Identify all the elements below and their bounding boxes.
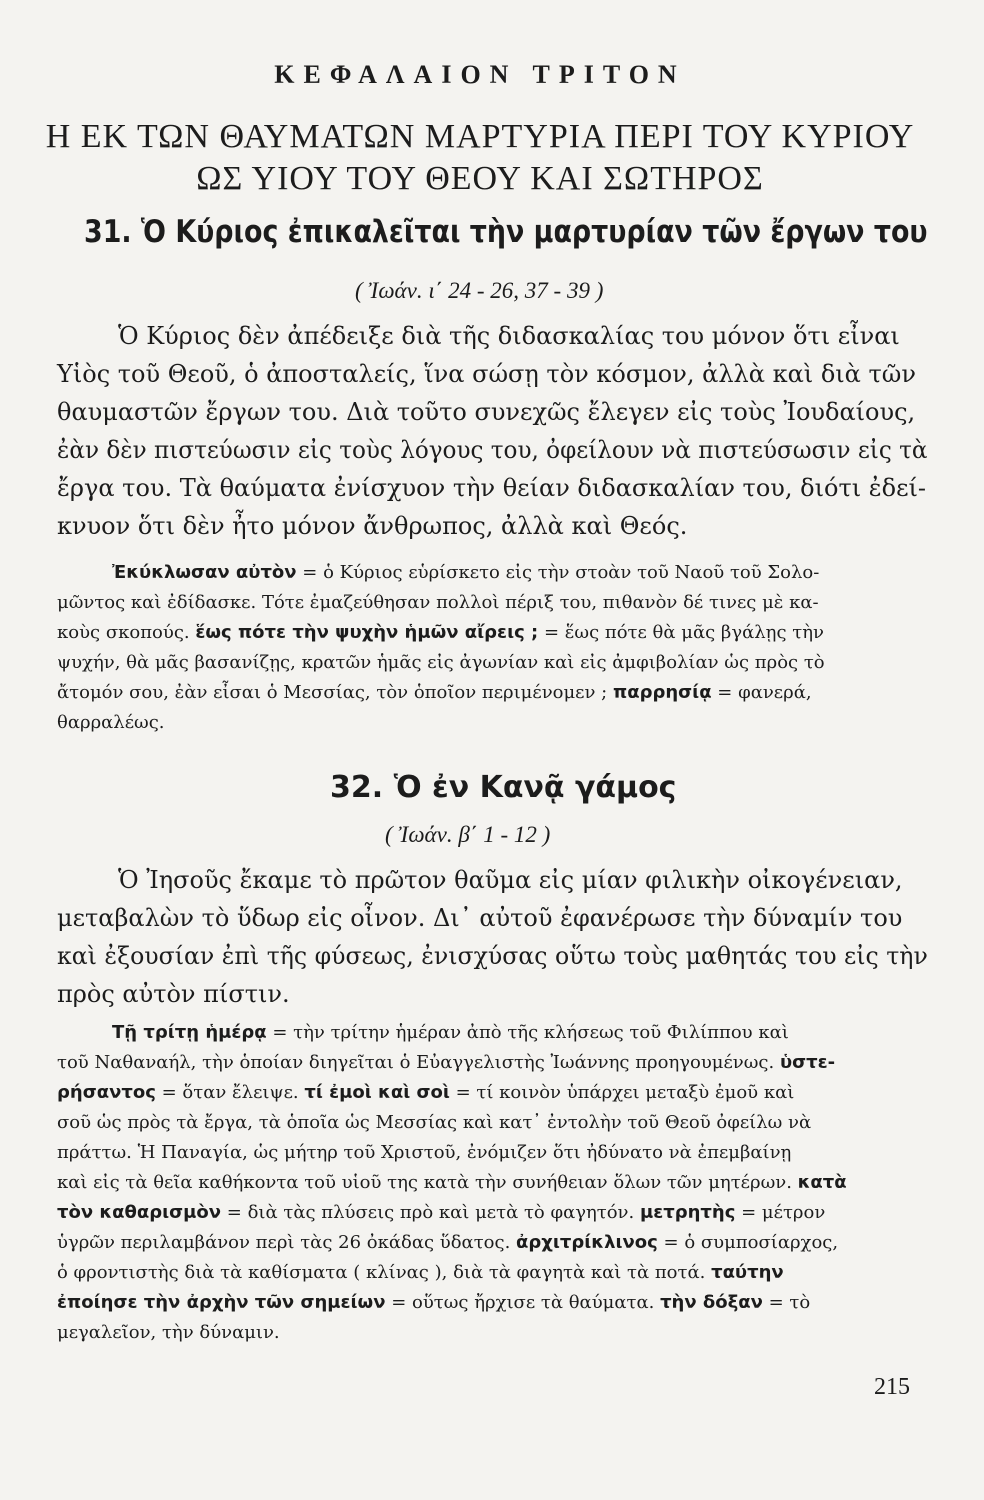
body-line: ἔργα του. Τὰ θαύματα ἐνίσχυον τὴν θείαν διδασκαλίαν του, διότι ἐδεί- [57, 474, 927, 502]
note-term: ἕως πότε τὴν ψυχὴν ἡμῶν αἴρεις ; [195, 622, 539, 643]
note-text: = μέτρον [735, 1202, 826, 1223]
note-text: ὁ φροντιστὴς διὰ τὰ καθίσματα ( κλίνας ), διὰ τὰ φαγητὰ καὶ τὰ ποτά. [57, 1262, 712, 1283]
note-text: = τί κοινὸν ὑπάρχει μεταξὺ ἐμοῦ καὶ [449, 1082, 795, 1103]
note-line [57, 682, 812, 703]
note-line [112, 562, 819, 583]
note-term: κατὰ [797, 1172, 847, 1193]
note-text: ψυχήν, θὰ μᾶς βασανίζῃς, κρατῶν ἡμᾶς εἰς ἀγωνίαν καὶ εἰς ἀμφιβολίαν ὡς πρὸς τὸ [57, 652, 825, 673]
note-line [57, 1082, 794, 1103]
note-line [57, 592, 819, 613]
note-text: = ὁ Κύριος εὑρίσκετο εἰς τὴν στοὰν τοῦ Ναοῦ τοῦ Σολο- [296, 562, 820, 583]
note-text: τοῦ Ναθαναήλ, τὴν ὁποίαν διηγεῖται ὁ Εὐαγγελιστὴς Ἰωάννης προηγουμένως. [57, 1052, 780, 1073]
note-line [57, 1232, 838, 1253]
note-term: μετρητὴς [639, 1202, 736, 1223]
note-line [57, 1142, 791, 1163]
note-text: ὑγρῶν περιλαμβάνον περὶ τὰς 26 ὀκάδας ὕδατος. [57, 1232, 517, 1253]
note-term: ὑστε- [779, 1052, 836, 1073]
note-text: μῶντος καὶ ἐδίδασκε. Τότε ἐμαζεύθησαν πολλοὶ πέριξ του, πιθανὸν δέ τινες μὲ κα- [57, 592, 819, 613]
note-term: Τῇ τρίτῃ ἡμέρᾳ [112, 1022, 267, 1043]
body-line: μεταβαλὼν τὸ ὕδωρ εἰς οἶνον. Δι᾽ αὐτοῦ ἐφανέρωσε τὴν δύναμίν του [57, 904, 903, 932]
body-line: θαυμαστῶν ἔργων του. Διὰ τοῦτο συνεχῶς ἔλεγεν εἰς τοὺς Ἰουδαίους, [57, 398, 916, 426]
note-text: σοῦ ὡς πρὸς τὰ ἔργα, τὰ ὁποῖα ὡς Μεσσίας καὶ κατ᾽ ἐντολὴν τοῦ Θεοῦ ὀφείλω νὰ [57, 1112, 812, 1133]
body-line: ἐὰν δὲν πιστεύωσιν εἰς τοὺς λόγους του, ὀφείλουν νὰ πιστεύσωσιν εἰς τὰ [57, 436, 928, 464]
body-line: Ὁ Κύριος δὲν ἀπέδειξε διὰ τῆς διδασκαλίας του μόνον ὅτι εἶναι [118, 322, 900, 350]
note-text: = οὕτως ἤρχισε τὰ θαύματα. [385, 1292, 661, 1313]
note-text: = φανερά, [711, 682, 812, 703]
chapter-title-line-1: Η ΕΚ ΤΩΝ ΘΑΥΜΑΤΩΝ ΜΑΡΤΥΡΙΑ ΠΕΡΙ ΤΟΥ ΚΥΡΙΟΥ [45, 118, 915, 155]
note-line [57, 712, 165, 733]
body-line: κνυον ὅτι δὲν ἦτο μόνον ἄνθρωπος, ἀλλὰ καὶ Θεός. [57, 512, 688, 540]
note-line [57, 1112, 811, 1133]
chapter-title-line-2: ΩΣ ΥΙΟΥ ΤΟΥ ΘΕΟΥ ΚΑΙ ΣΩΤΗΡΟΣ [196, 160, 764, 197]
note-line [57, 1322, 280, 1343]
note-text: = τὸ [762, 1292, 811, 1313]
note-text: κοὺς σκοπούς. [57, 622, 196, 643]
page-number: 215 [874, 1374, 910, 1400]
note-text: θαρραλέως. [57, 712, 165, 733]
note-term: τὴν δόξαν [660, 1292, 763, 1313]
note-term: τὸν καθαρισμὸν [57, 1202, 222, 1223]
note-term: ἐποίησε τὴν ἀρχὴν τῶν σημείων [57, 1292, 386, 1313]
note-term: τί ἐμοὶ καὶ σοὶ [304, 1082, 450, 1103]
note-term: ρήσαντος [57, 1082, 156, 1103]
body-line: Υἱὸς τοῦ Θεοῦ, ὁ ἀποσταλείς, ἵνα σώσῃ τὸν κόσμον, ἀλλὰ καὶ διὰ τῶν [57, 360, 916, 388]
note-line [57, 1052, 835, 1073]
section-32-reference: ( Ἰωάν. β΄ 1 - 12 ) [385, 822, 551, 847]
note-text: πράττω. Ἡ Παναγία, ὡς μήτηρ τοῦ Χριστοῦ, ἐνόμιζεν ὅτι ἠδύνατο νὰ ἐπεμβαίνῃ [57, 1142, 792, 1163]
note-text: = ὅταν ἔλειψε. [155, 1082, 305, 1103]
note-line [57, 1172, 847, 1193]
note-text: μεγαλεῖον, τὴν δύναμιν. [57, 1322, 280, 1343]
note-text: = ὁ συμποσίαρχος, [657, 1232, 839, 1253]
chapter-heading: ΚΕΦΑΛΑΙΟΝ ΤΡΙΤΟΝ [274, 60, 686, 89]
note-text: = ἕως πότε θὰ μᾶς βγάλῃς τὴν [538, 622, 824, 643]
note-line [57, 1292, 810, 1313]
body-line: καὶ ἐξουσίαν ἐπὶ τῆς φύσεως, ἐνισχύσας οὕτω τοὺς μαθητάς του εἰς τὴν [57, 942, 928, 970]
note-text: = διὰ τὰς πλύσεις πρὸ καὶ μετὰ τὸ φαγητόν. [221, 1202, 640, 1223]
note-line [112, 1022, 789, 1043]
section-32-heading: 32. Ὁ ἐν Κανᾷ γάμος [330, 770, 677, 805]
note-term: Ἐκύκλωσαν αὐτὸν [112, 562, 297, 583]
note-line [57, 652, 825, 673]
note-text: ἄτομόν σου, ἐὰν εἶσαι ὁ Μεσσίας, τὸν ὁποῖον περιμένομεν ; [57, 682, 613, 703]
note-term: ταύτην [711, 1262, 784, 1283]
section-31-heading: 31. Ὁ Κύριος ἐπικαλεῖται τὴν μαρτυρίαν τῶν ἔργων του [84, 214, 928, 250]
note-text: καὶ εἰς τὰ θεῖα καθήκοντα τοῦ υἱοῦ της κατὰ τὴν συνήθειαν ὅλων τῶν μητέρων. [57, 1172, 798, 1193]
note-line [57, 1202, 825, 1223]
note-line [57, 1262, 784, 1283]
note-text: = τὴν τρίτην ἡμέραν ἀπὸ τῆς κλήσεως τοῦ Φιλίππου καὶ [266, 1022, 789, 1043]
note-term: ἀρχιτρίκλινος [516, 1232, 658, 1253]
note-line [57, 622, 824, 643]
section-31-reference: ( Ἰωάν. ι΄ 24 - 26, 37 - 39 ) [355, 278, 604, 303]
body-line: πρὸς αὐτὸν πίστιν. [57, 980, 290, 1008]
body-line: Ὁ Ἰησοῦς ἔκαμε τὸ πρῶτον θαῦμα εἰς μίαν φιλικὴν οἰκογένειαν, [118, 866, 903, 894]
note-term: παρρησίᾳ [612, 682, 712, 703]
